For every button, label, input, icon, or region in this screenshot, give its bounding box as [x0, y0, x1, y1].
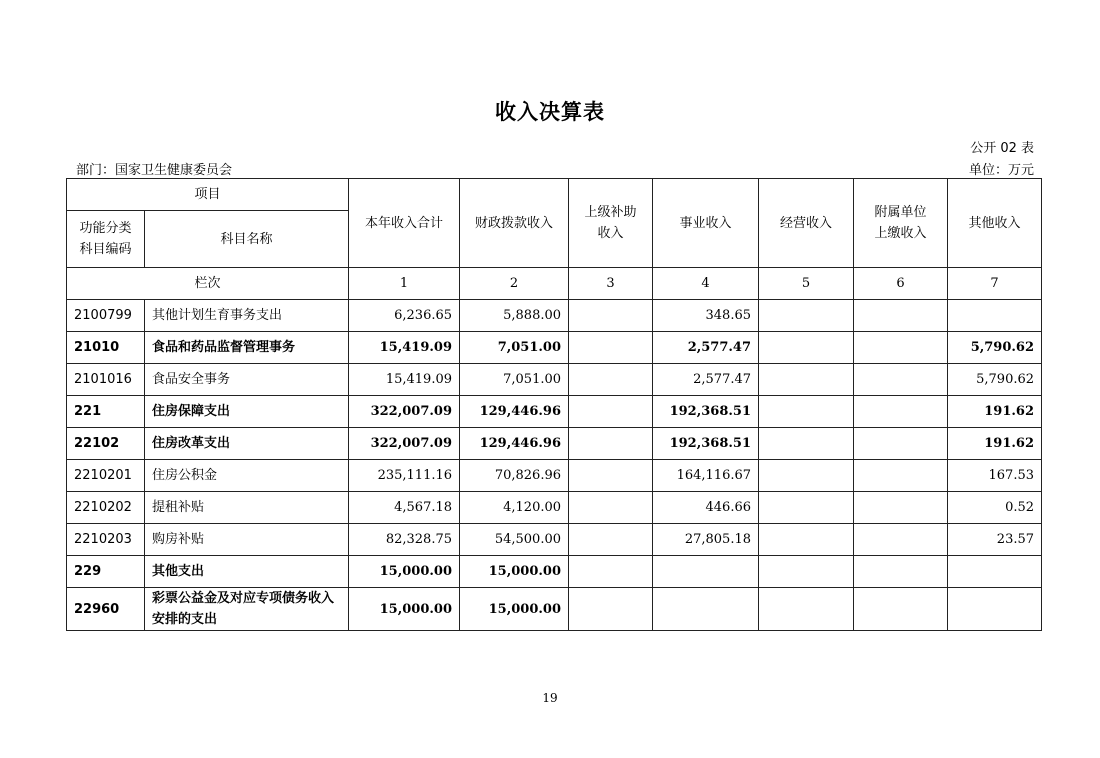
row-value: 82,328.75 [349, 524, 460, 556]
row-name: 彩票公益金及对应专项债务收入安排的支出 [145, 588, 349, 631]
row-value: 192,368.51 [653, 396, 759, 428]
row-value: 15,000.00 [460, 588, 569, 631]
row-value [569, 556, 653, 588]
row-name: 食品和药品监督管理事务 [145, 332, 349, 364]
row-value [759, 300, 854, 332]
department-label: 部门：国家卫生健康委员会 [76, 163, 233, 178]
row-code: 221 [67, 396, 145, 428]
row-name: 住房改革支出 [145, 428, 349, 460]
table-row [67, 364, 1042, 396]
row-value [653, 556, 759, 588]
row-value: 23.57 [948, 524, 1042, 556]
row-value: 15,000.00 [349, 556, 460, 588]
row-value: 15,000.00 [349, 588, 460, 631]
column-index-label: 栏次 [67, 268, 349, 300]
row-value: 446.66 [653, 492, 759, 524]
row-value: 27,805.18 [653, 524, 759, 556]
row-code: 229 [67, 556, 145, 588]
row-value: 129,446.96 [460, 428, 569, 460]
row-value: 2,577.47 [653, 332, 759, 364]
row-value [854, 300, 948, 332]
row-value [653, 588, 759, 631]
row-value [854, 460, 948, 492]
table-row [67, 492, 1042, 524]
header-func-code: 功能分类科目编码 [67, 211, 145, 268]
row-value: 129,446.96 [460, 396, 569, 428]
row-value: 164,116.67 [653, 460, 759, 492]
row-value: 0.52 [948, 492, 1042, 524]
row-value [759, 396, 854, 428]
row-value: 6,236.65 [349, 300, 460, 332]
income-table [66, 178, 1042, 631]
row-value [569, 524, 653, 556]
table-row [67, 396, 1042, 428]
table-row [67, 300, 1042, 332]
row-value [569, 300, 653, 332]
row-name: 购房补贴 [145, 524, 349, 556]
row-name: 住房公积金 [145, 460, 349, 492]
column-index-cell: 6 [854, 268, 948, 300]
header-subject-name: 科目名称 [145, 211, 349, 268]
table-row [67, 428, 1042, 460]
row-value [854, 524, 948, 556]
page-title: 收入决算表 [495, 100, 605, 124]
column-index-cell: 7 [948, 268, 1042, 300]
header-item: 项目 [67, 179, 349, 211]
row-value [759, 588, 854, 631]
row-value [569, 364, 653, 396]
header-fiscal: 财政拨款收入 [460, 179, 569, 268]
row-value: 348.65 [653, 300, 759, 332]
row-code: 2101016 [67, 364, 145, 396]
row-value: 191.62 [948, 396, 1042, 428]
row-code: 21010 [67, 332, 145, 364]
row-value: 4,120.00 [460, 492, 569, 524]
row-code: 2210202 [67, 492, 145, 524]
row-code: 2100799 [67, 300, 145, 332]
form-code: 公开 02 表 [970, 141, 1034, 156]
row-name: 食品安全事务 [145, 364, 349, 396]
row-value [854, 588, 948, 631]
row-value [759, 460, 854, 492]
row-value: 235,111.16 [349, 460, 460, 492]
row-code: 2210201 [67, 460, 145, 492]
column-index-cell: 4 [653, 268, 759, 300]
row-value [569, 588, 653, 631]
table-body [67, 268, 1042, 631]
table-row [67, 524, 1042, 556]
row-value [948, 556, 1042, 588]
row-value: 322,007.09 [349, 396, 460, 428]
row-value: 5,790.62 [948, 332, 1042, 364]
row-value [569, 492, 653, 524]
row-code: 2210203 [67, 524, 145, 556]
row-name: 其他计划生育事务支出 [145, 300, 349, 332]
column-index-cell: 5 [759, 268, 854, 300]
row-value [759, 524, 854, 556]
header-operating: 经营收入 [759, 179, 854, 268]
table-row [67, 332, 1042, 364]
row-name: 住房保障支出 [145, 396, 349, 428]
header-business: 事业收入 [653, 179, 759, 268]
row-value [854, 332, 948, 364]
row-value: 54,500.00 [460, 524, 569, 556]
row-value [948, 300, 1042, 332]
table-row [67, 460, 1042, 492]
row-value: 15,419.09 [349, 332, 460, 364]
table-row [67, 588, 1042, 631]
row-value [854, 396, 948, 428]
row-value [759, 332, 854, 364]
row-value [569, 332, 653, 364]
row-name: 其他支出 [145, 556, 349, 588]
row-value: 192,368.51 [653, 428, 759, 460]
page-number: 19 [542, 691, 558, 705]
row-code: 22960 [67, 588, 145, 631]
header-superior: 上级补助收入 [569, 179, 653, 268]
row-value: 15,419.09 [349, 364, 460, 396]
column-index-cell: 1 [349, 268, 460, 300]
row-value [759, 492, 854, 524]
row-value: 5,790.62 [948, 364, 1042, 396]
row-value [854, 428, 948, 460]
row-value: 70,826.96 [460, 460, 569, 492]
row-value [854, 364, 948, 396]
row-value [759, 428, 854, 460]
table-row [67, 556, 1042, 588]
row-value: 7,051.00 [460, 364, 569, 396]
row-value [759, 556, 854, 588]
row-code: 22102 [67, 428, 145, 460]
row-value [569, 396, 653, 428]
row-name: 提租补贴 [145, 492, 349, 524]
row-value [854, 492, 948, 524]
row-value: 167.53 [948, 460, 1042, 492]
column-index-cell: 2 [460, 268, 569, 300]
row-value: 7,051.00 [460, 332, 569, 364]
row-value: 2,577.47 [653, 364, 759, 396]
row-value: 5,888.00 [460, 300, 569, 332]
row-value [569, 428, 653, 460]
header-other: 其他收入 [948, 179, 1042, 268]
header-affiliated: 附属单位上缴收入 [854, 179, 948, 268]
column-index-cell: 3 [569, 268, 653, 300]
unit-label: 单位：万元 [968, 163, 1034, 178]
row-value [854, 556, 948, 588]
row-value: 322,007.09 [349, 428, 460, 460]
row-value [948, 588, 1042, 631]
row-value [759, 364, 854, 396]
column-index-row [67, 268, 1042, 300]
row-value: 4,567.18 [349, 492, 460, 524]
row-value: 15,000.00 [460, 556, 569, 588]
header-total: 本年收入合计 [349, 179, 460, 268]
row-value: 191.62 [948, 428, 1042, 460]
row-value [569, 460, 653, 492]
